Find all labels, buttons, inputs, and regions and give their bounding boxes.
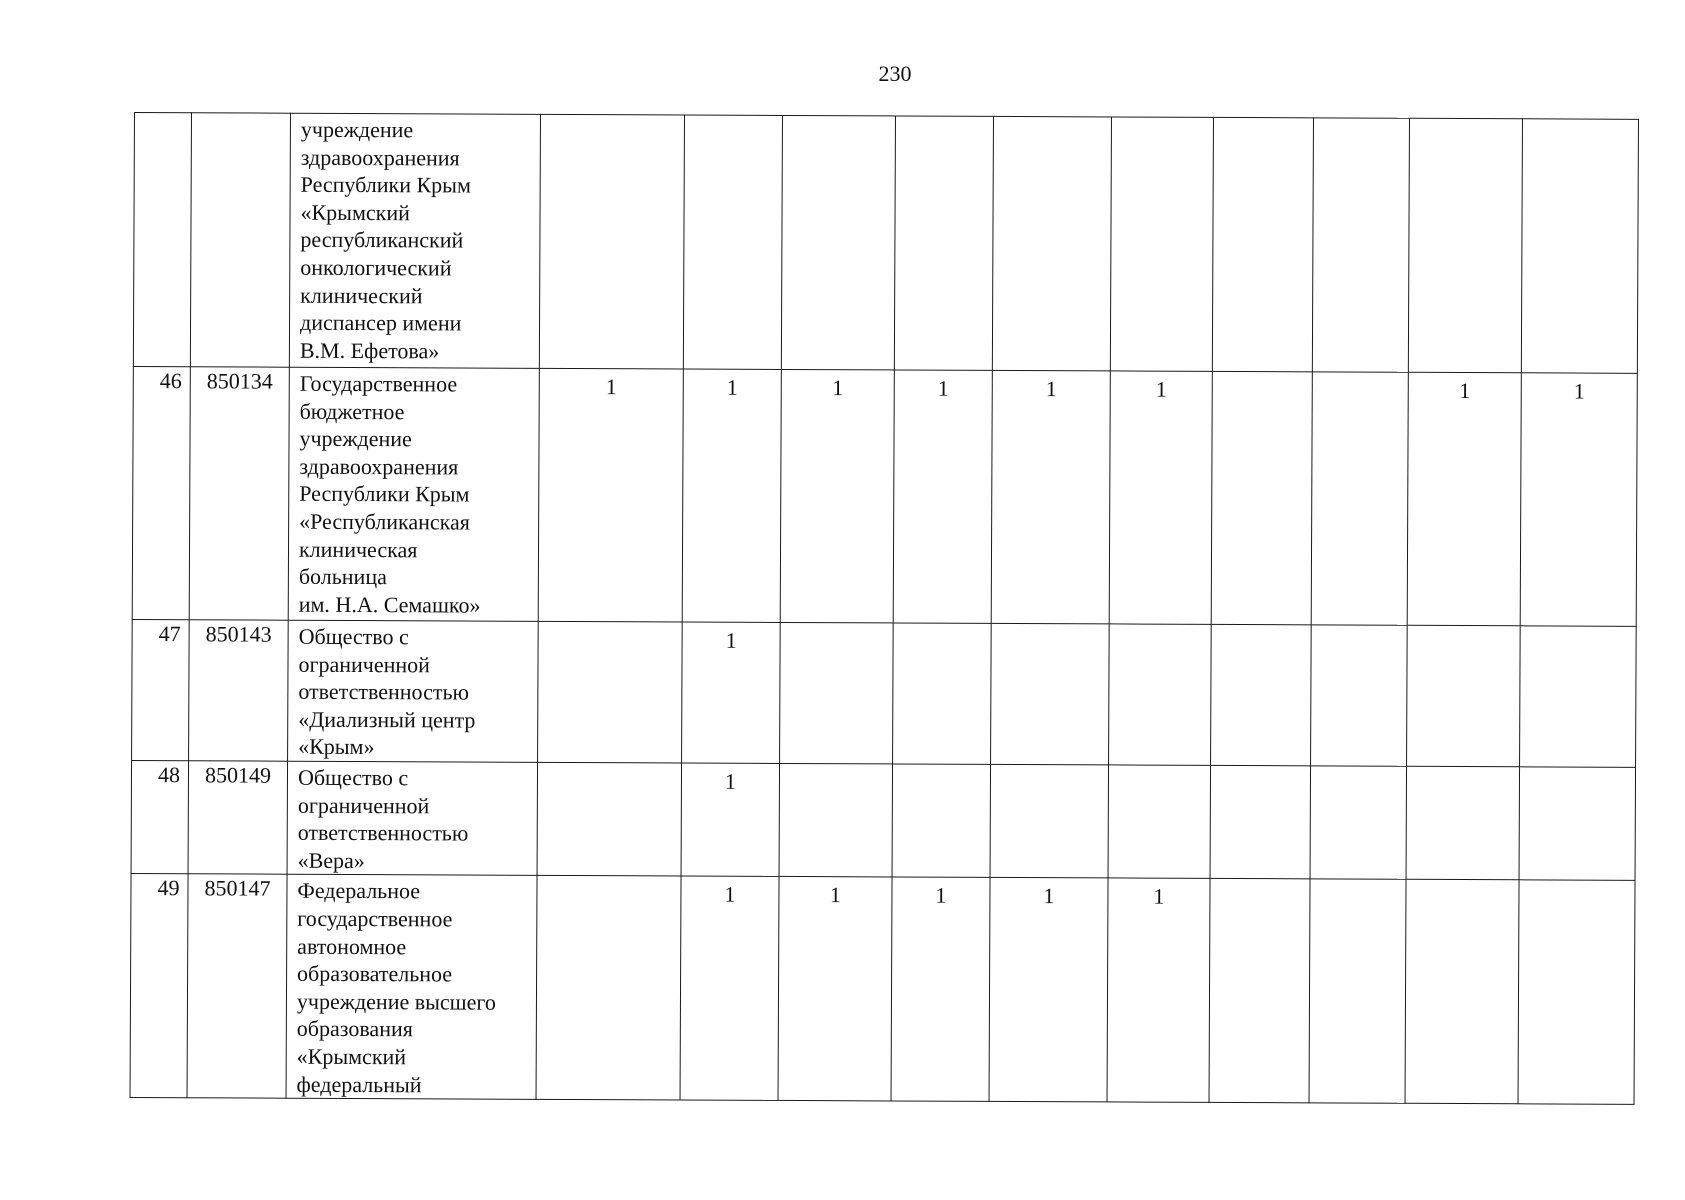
value-cell — [991, 623, 1110, 765]
value-cell — [781, 115, 895, 370]
value-cell — [894, 116, 993, 370]
value-cell — [683, 115, 782, 369]
organization-name-line: учреждение — [300, 116, 414, 143]
table-row — [130, 874, 1635, 1105]
value-text: 1 — [1573, 378, 1585, 404]
organization-code: 850149 — [188, 761, 288, 875]
organization-name-line: учреждение — [299, 425, 412, 452]
value-cell — [991, 370, 1110, 624]
table-body — [130, 113, 1638, 1105]
value-text: 1 — [724, 768, 737, 794]
value-cell — [1110, 117, 1213, 371]
value-text: 1 — [1045, 376, 1057, 402]
value-cell — [1211, 624, 1312, 765]
page-number: 230 — [878, 61, 912, 86]
value-cell — [1311, 372, 1408, 625]
organization-code: 850147 — [187, 874, 287, 1098]
value-cell — [892, 764, 991, 878]
value-cell — [1311, 625, 1408, 766]
organization-name-line: ограниченной — [297, 792, 430, 818]
organization-name-line: им. Н.А. Семашко» — [298, 591, 481, 618]
value-cell — [1211, 371, 1312, 624]
organization-name — [286, 875, 537, 1100]
value-cell — [682, 369, 781, 622]
value-cell — [1309, 879, 1406, 1103]
organization-name-line: федеральный — [296, 1071, 422, 1097]
row-number: 46 — [132, 366, 190, 619]
organization-name-line: здравоохранения — [299, 453, 459, 480]
organization-name-line: государственное — [297, 905, 453, 932]
value-cell — [1109, 624, 1212, 765]
organization-name-line: «Республиканская — [299, 508, 471, 535]
organization-name-line: Общество с — [297, 764, 409, 791]
value-cell — [779, 763, 893, 877]
value-cell — [893, 623, 992, 764]
organization-code: 850143 — [189, 620, 289, 761]
organization-name-line: бюджетное — [299, 398, 405, 424]
value-text: 1 — [829, 882, 842, 908]
value-cell — [680, 876, 779, 1100]
row-number — [133, 113, 191, 367]
value-cell — [1519, 767, 1636, 881]
value-cell — [681, 763, 780, 877]
value-cell — [989, 878, 1108, 1102]
organization-name — [288, 620, 539, 762]
organization-name-line: В.М. Ефетова» — [299, 337, 440, 364]
value-cell — [1210, 765, 1311, 879]
organization-code: 850134 — [189, 367, 289, 620]
organization-name-line: Общество с — [298, 623, 409, 650]
value-cell — [1520, 626, 1637, 768]
value-text: 1 — [1153, 884, 1165, 910]
value-cell — [1407, 372, 1521, 626]
value-text: 1 — [1043, 883, 1055, 909]
organization-name-line: Республики Крым — [299, 481, 470, 507]
table-row — [133, 113, 1638, 374]
value-cell — [1407, 625, 1521, 767]
organization-name-line: Республики Крым — [300, 171, 471, 198]
organization-name-line: автономное — [297, 933, 407, 959]
organization-name-line: больница — [298, 563, 387, 590]
organization-name-line: республиканский — [300, 227, 464, 253]
value-text: 1 — [605, 374, 617, 400]
value-cell — [1107, 878, 1210, 1102]
organization-name — [288, 367, 539, 621]
row-number: 48 — [131, 760, 189, 874]
organization-name-line: Федеральное — [297, 878, 421, 904]
row-number: 47 — [132, 619, 190, 760]
data-table — [130, 112, 1639, 1105]
row-number: 49 — [130, 874, 188, 1098]
value-cell — [780, 369, 894, 623]
organization-name-line: «Крым» — [298, 734, 375, 760]
value-cell — [538, 621, 683, 763]
value-text: 1 — [937, 375, 949, 401]
organization-name-line: «Крымский — [296, 1043, 407, 1070]
organization-name-line: Государственное — [299, 370, 458, 397]
value-text: 1 — [832, 375, 844, 401]
value-cell — [891, 877, 990, 1101]
value-text: 1 — [1459, 378, 1471, 404]
value-cell — [1312, 118, 1409, 372]
value-cell — [1405, 880, 1519, 1104]
value-cell — [893, 370, 992, 623]
value-cell — [992, 116, 1111, 371]
value-text: 1 — [724, 882, 736, 908]
organization-code — [190, 113, 290, 367]
value-cell — [682, 622, 781, 763]
organization-name-line: «Вера» — [297, 847, 365, 873]
value-cell — [1521, 119, 1638, 374]
value-text: 1 — [935, 883, 947, 909]
value-text: 1 — [1155, 376, 1167, 402]
value-cell — [1408, 118, 1522, 373]
value-cell — [536, 876, 681, 1100]
organization-name-line: учреждение высшего — [296, 988, 496, 1015]
organization-name-line: здравоохранения — [300, 144, 460, 171]
organization-name-line: ответственностью — [297, 819, 469, 846]
organization-name-line: «Диализный центр — [298, 706, 476, 733]
value-cell — [537, 762, 682, 876]
value-cell — [778, 877, 892, 1101]
organization-name-line: диспансер имени — [299, 309, 462, 336]
organization-name-line: образования — [296, 1016, 413, 1042]
value-cell — [990, 764, 1109, 878]
table-row — [132, 366, 1637, 626]
organization-name-line: образовательное — [297, 960, 453, 987]
value-cell — [1310, 766, 1407, 880]
organization-name-line: «Крымский — [300, 199, 410, 226]
organization-name — [287, 761, 538, 876]
organization-name-line: ответственностью — [298, 678, 470, 705]
value-text: 1 — [725, 627, 737, 653]
table-row — [131, 760, 1635, 880]
value-cell — [539, 114, 684, 369]
organization-name-line: онкологический — [300, 254, 452, 281]
value-cell — [780, 622, 894, 764]
value-cell — [1109, 371, 1212, 624]
table-row — [132, 619, 1637, 767]
value-cell — [1518, 880, 1635, 1104]
value-cell — [1108, 765, 1211, 879]
value-cell — [1209, 879, 1310, 1103]
organization-name — [289, 113, 540, 368]
value-cell — [1406, 766, 1520, 880]
value-cell — [538, 368, 683, 622]
organization-name-line: клинический — [300, 282, 423, 308]
organization-name-line: клиническая — [298, 536, 418, 562]
organization-name-line: ограниченной — [298, 651, 431, 677]
value-text: 1 — [726, 374, 738, 400]
value-cell — [1520, 373, 1637, 627]
value-cell — [1212, 117, 1313, 371]
